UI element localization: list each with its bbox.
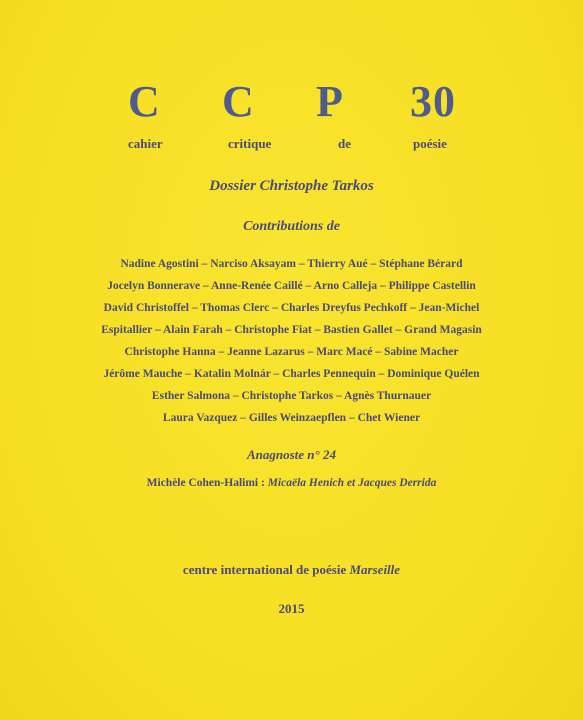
subtitle-word-de: de — [338, 136, 351, 151]
anagnoste-credit — [0, 477, 583, 489]
anagnoste-title: Anagnoste n° 24 — [246, 447, 336, 462]
dossier-title: Dossier Christophe Tarkos — [209, 178, 374, 194]
contributors-line: Esther Salmona – Christophe Tarkos – Agnès Thurnauer — [151, 390, 432, 402]
title-letter-c2: C — [222, 77, 255, 126]
contributors-line: Espitallier – Alain Farah – Christophe Fiat – Bastien Gallet – Grand Magasin — [101, 324, 482, 336]
subtitle-word-critique: critique — [228, 136, 272, 151]
subtitle-word-poesie: poésie — [413, 136, 447, 151]
contributors-line: David Christoffel – Thomas Clerc – Charles Dreyfus Pechkoff – Jean-Michel — [103, 302, 480, 314]
contributions-heading: Contributions de — [243, 219, 340, 234]
title-letter-c1: C — [128, 77, 161, 126]
anagnoste-author: Michèle Cohen-Halimi — [146, 477, 259, 489]
contributors-line: Jérôme Mauche – Katalin Molnár – Charles Pennequin – Dominique Quélen — [103, 368, 480, 380]
publisher-line — [0, 562, 583, 578]
publication-year: 2015 — [278, 601, 305, 616]
contributors-line: Nadine Agostini – Narciso Aksayam – Thierry Aué – Stéphane Bérard — [120, 258, 463, 270]
anagnoste-work: Micaëla Henich et Jacques Derrida — [267, 477, 437, 489]
publisher-city: Marseille — [349, 562, 401, 577]
anagnoste-separator: : — [258, 477, 268, 489]
contributors-list — [0, 253, 583, 429]
publisher-name: centre international de poésie — [182, 562, 347, 577]
subtitle-word-cahier: cahier — [128, 136, 163, 151]
contributors-line: Christophe Hanna – Jeanne Lazarus – Marc Macé – Sabine Macher — [124, 346, 459, 358]
contributors-line: Laura Vazquez – Gilles Weinzaepflen – Chet Wiener — [162, 412, 421, 424]
contributors-line: Jocelyn Bonnerave – Anne-Renée Caillé – Arno Calleja – Philippe Castellin — [107, 280, 476, 292]
title-letter-p: P — [316, 77, 344, 126]
issue-number: 30 — [410, 77, 456, 126]
